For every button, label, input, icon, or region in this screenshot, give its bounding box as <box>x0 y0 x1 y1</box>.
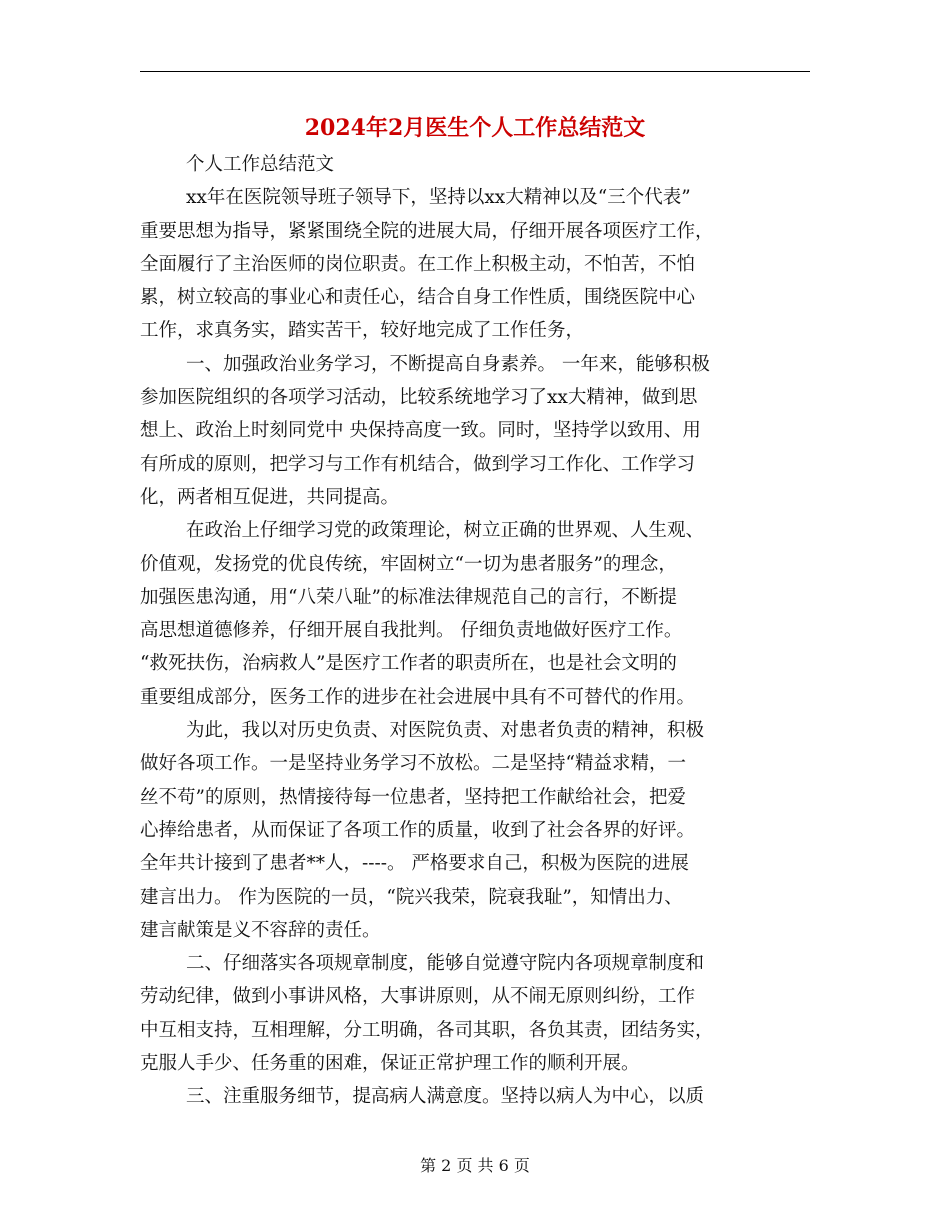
text-line: 化，两者相互促进，共同提高。 <box>140 486 400 508</box>
text-line: 全年共计接到了患者**人，----。 严格要求自己，积极为医院的进展 <box>140 853 689 875</box>
page-number: 第 2 页 共 6 页 <box>420 1156 530 1175</box>
text-line: 加强医患沟通，用“八荣八耻”的标准法律规范自己的言行，不断提 <box>140 586 677 608</box>
document-body <box>140 148 810 1114</box>
text-line: “救死扶伤，治病救人”是医疗工作者的职责所在，也是社会文明的 <box>140 653 677 675</box>
text-line: 价值观，发扬党的优良传统，牢固树立“一切为患者服务”的理念， <box>140 553 677 575</box>
text-line: 丝不苟”的原则，热情接待每一位患者，坚持把工作献给社会，把爱 <box>140 786 686 808</box>
paragraph <box>140 148 810 181</box>
header-rule <box>140 71 810 72</box>
paragraph <box>140 348 810 514</box>
text-line: 全面履行了主治医师的岗位职责。在工作上积极主动，不怕苦，不怕 <box>140 253 696 275</box>
text-line: 一、加强政治业务学习，不断提高自身素养。 一年来，能够积极 <box>186 353 710 375</box>
paragraph <box>140 514 810 714</box>
text-line: 有所成的原则，把学习与工作有机结合，做到学习工作化、工作学习 <box>140 453 696 475</box>
text-line: 劳动纪律，做到小事讲风格，大事讲原则，从不闹无原则纠纷，工作 <box>140 986 696 1008</box>
paragraph <box>140 947 810 1080</box>
text-line: 建言献策是义不容辞的责任。 <box>140 919 381 941</box>
document-title: 2024年2月医生个人工作总结范文 <box>304 115 646 141</box>
text-line: 高思想道德修养，仔细开展自我批判。 仔细负责地做好医疗工作。 <box>140 620 683 642</box>
text-line: 做好各项工作。一是坚持业务学习不放松。二是坚持“精益求精，一 <box>140 753 686 775</box>
text-line: 工作，求真务实，踏实苦干，较好地完成了工作任务， <box>140 320 585 342</box>
text-line: 重要思想为指导，紧紧围绕全院的进展大局，仔细开展各项医疗工作， <box>140 220 714 242</box>
text-line: 个人工作总结范文 <box>186 154 335 175</box>
text-line: 克服人手少、任务重的困难，保证正常护理工作的顺利开展。 <box>140 1053 640 1075</box>
text-line: 累，树立较高的事业心和责任心，结合自身工作性质，围绕医院中心 <box>140 287 696 309</box>
paragraph <box>140 1080 810 1113</box>
paragraph <box>140 714 810 947</box>
text-line: 二、仔细落实各项规章制度，能够自觉遵守院内各项规章制度和 <box>186 953 705 975</box>
paragraph <box>140 181 810 347</box>
text-line: 建言出力。 作为医院的一员，“院兴我荣，院衰我耻”，知情出力、 <box>140 886 683 908</box>
text-line: 三、注重服务细节，提高病人满意度。坚持以病人为中心，以质 <box>186 1086 705 1108</box>
text-line: 心捧给患者，从而保证了各项工作的质量，收到了社会各界的好评。 <box>140 819 696 841</box>
text-line: 在政治上仔细学习党的政策理论，树立正确的世界观、人生观、 <box>186 520 705 542</box>
text-line: 重要组成部分，医务工作的进步在社会进展中具有不可替代的作用。 <box>140 686 696 708</box>
text-line: 想上、政治上时刻同党中 央保持高度一致。同时，坚持学以致用、用 <box>140 420 701 442</box>
text-line: 参加医院组织的各项学习活动，比较系统地学习了xx大精神，做到思 <box>140 387 698 409</box>
text-line: xx年在医院领导班子领导下，坚持以xx大精神以及“三个代表” <box>186 187 691 209</box>
text-line: 为此，我以对历史负责、对医院负责、对患者负责的精神，积极 <box>186 720 705 742</box>
text-line: 中互相支持，互相理解，分工明确，各司其职，各负其责，团结务实， <box>140 1019 714 1041</box>
